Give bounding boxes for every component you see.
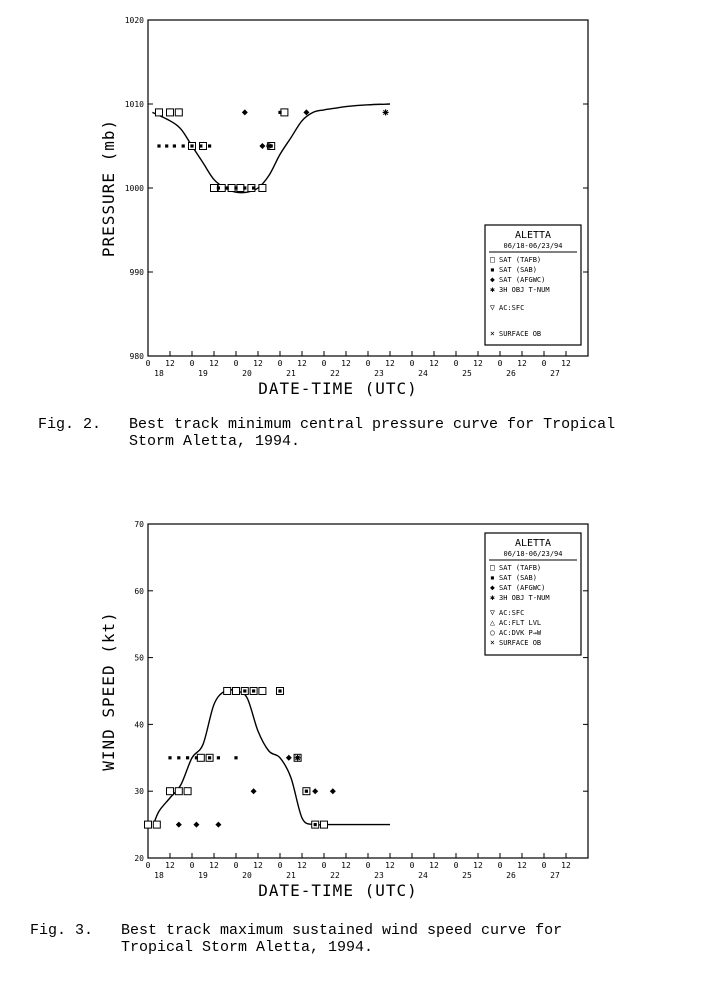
tafb-point bbox=[197, 754, 204, 761]
sab-point bbox=[278, 689, 281, 692]
x-tick-label: 12 bbox=[297, 861, 307, 870]
x-day-label: 19 bbox=[198, 369, 208, 378]
legend-symbol: ▪ bbox=[490, 573, 495, 582]
x-day-label: 22 bbox=[330, 871, 340, 880]
x-tick-label: 12 bbox=[341, 861, 351, 870]
x-tick-label: 0 bbox=[145, 861, 151, 870]
legend-symbol: × bbox=[490, 329, 495, 338]
tafb-point bbox=[153, 821, 160, 828]
sab-point bbox=[217, 186, 220, 189]
y-tick-label: 990 bbox=[129, 268, 144, 277]
legend-entry: 3H OBJ T-NUM bbox=[499, 594, 550, 602]
x-day-label: 18 bbox=[154, 871, 164, 880]
legend-entry: SAT (TAFB) bbox=[499, 564, 542, 572]
x-tick-label: 12 bbox=[253, 861, 263, 870]
tafb-point bbox=[167, 109, 174, 116]
x-tick-label: 12 bbox=[561, 861, 571, 870]
x-tick-label: 0 bbox=[145, 359, 151, 368]
x-tick-label: 12 bbox=[561, 359, 571, 368]
fig2-caption-line1: Best track minimum central pressure curve for Tropical bbox=[129, 416, 616, 433]
fig2-caption-label: Fig. 2. bbox=[38, 416, 102, 433]
x-tick-label: 12 bbox=[429, 359, 439, 368]
legend-entry: SAT (TAFB) bbox=[499, 256, 542, 264]
sab-point bbox=[252, 689, 255, 692]
x-day-label: 21 bbox=[286, 871, 296, 880]
x-tick-label: 0 bbox=[453, 359, 459, 368]
legend-entry: SURFACE OB bbox=[499, 330, 542, 338]
legend-symbol: ✱ bbox=[490, 285, 495, 294]
x-tick-label: 12 bbox=[517, 359, 527, 368]
legend-entry: SURFACE OB bbox=[499, 639, 542, 647]
tafb-point bbox=[233, 688, 240, 695]
x-tick-label: 12 bbox=[473, 359, 483, 368]
legend-title: ALETTA bbox=[514, 538, 552, 549]
x-day-label: 22 bbox=[330, 369, 340, 378]
tafb-point bbox=[224, 688, 231, 695]
x-day-label: 24 bbox=[418, 369, 428, 378]
x-tick-label: 0 bbox=[541, 359, 547, 368]
sab-point bbox=[226, 186, 229, 189]
x-day-label: 24 bbox=[418, 871, 428, 880]
x-day-label: 20 bbox=[242, 369, 252, 378]
tafb-point bbox=[167, 788, 174, 795]
x-tick-label: 0 bbox=[365, 861, 371, 870]
x-tick-label: 0 bbox=[497, 359, 503, 368]
legend-symbol: ▪ bbox=[490, 265, 495, 274]
legend-symbol: ▽ bbox=[490, 608, 495, 617]
afgwc-point bbox=[176, 822, 182, 828]
sab-point bbox=[208, 144, 211, 147]
afgwc-point bbox=[286, 755, 292, 761]
sab-point bbox=[165, 144, 168, 147]
y-axis-title: PRESSURE (mb) bbox=[99, 118, 118, 258]
x-tick-label: 0 bbox=[409, 359, 415, 368]
x-day-label: 26 bbox=[506, 369, 516, 378]
tafb-point bbox=[281, 109, 288, 116]
legend-entry: SAT (AFGWC) bbox=[499, 276, 546, 284]
x-tick-label: 12 bbox=[165, 359, 175, 368]
legend-symbol: ✱ bbox=[490, 593, 495, 602]
sab-point bbox=[234, 756, 237, 759]
x-tick-label: 12 bbox=[429, 861, 439, 870]
legend bbox=[485, 225, 581, 345]
sab-point bbox=[190, 144, 193, 147]
afgwc-point bbox=[259, 143, 265, 149]
y-tick-label: 980 bbox=[129, 352, 144, 361]
legend bbox=[485, 533, 581, 655]
x-tick-label: 12 bbox=[385, 861, 395, 870]
x-tick-label: 0 bbox=[277, 359, 283, 368]
y-tick-label: 20 bbox=[134, 854, 144, 863]
x-tick-label: 0 bbox=[277, 861, 283, 870]
sab-point bbox=[243, 689, 246, 692]
x-day-label: 25 bbox=[462, 369, 472, 378]
legend-symbol: ▽ bbox=[490, 303, 495, 312]
sab-point bbox=[177, 756, 180, 759]
y-tick-label: 50 bbox=[134, 653, 144, 663]
legend-symbol: ◆ bbox=[490, 275, 495, 284]
tafb-point bbox=[237, 185, 244, 192]
y-tick-label: 1020 bbox=[124, 16, 144, 25]
x-tick-label: 0 bbox=[541, 861, 547, 870]
x-day-label: 27 bbox=[550, 871, 560, 880]
legend-symbol: □ bbox=[490, 563, 495, 572]
legend-entry: AC:DVK P→W bbox=[499, 629, 542, 637]
x-tick-label: 0 bbox=[453, 861, 459, 870]
legend-symbol: △ bbox=[490, 618, 495, 627]
fig3-caption-line1: Best track maximum sustained wind speed curve for bbox=[121, 922, 563, 939]
x-tick-label: 12 bbox=[385, 359, 395, 368]
legend-entry: 3H OBJ T-NUM bbox=[499, 286, 550, 294]
legend-entry: AC:SFC bbox=[499, 609, 525, 617]
legend-entry: SAT (AFGWC) bbox=[499, 584, 546, 592]
y-tick-label: 70 bbox=[134, 520, 144, 529]
afgwc-point bbox=[312, 788, 318, 794]
sab-point bbox=[305, 790, 308, 793]
sab-point bbox=[234, 186, 237, 189]
sab-point bbox=[252, 186, 255, 189]
y-tick-label: 1000 bbox=[124, 184, 144, 193]
sab-point bbox=[157, 144, 160, 147]
tafb-point bbox=[259, 185, 266, 192]
legend-symbol: ◆ bbox=[490, 583, 495, 592]
sab-point bbox=[278, 111, 281, 114]
afgwc-point bbox=[193, 822, 199, 828]
fig2-caption bbox=[38, 416, 616, 484]
legend-entry: AC:FLT LVL bbox=[499, 619, 542, 627]
sab-point bbox=[314, 823, 317, 826]
x-day-label: 23 bbox=[374, 871, 384, 880]
y-axis-title: WIND SPEED (kt) bbox=[99, 611, 118, 771]
sab-point bbox=[217, 756, 220, 759]
legend-subtitle: 06/18-06/23/94 bbox=[503, 550, 563, 558]
sab-point bbox=[195, 756, 198, 759]
x-axis-title: DATE-TIME (UTC) bbox=[258, 379, 418, 398]
pressure-chart bbox=[99, 16, 588, 398]
tnum-point bbox=[383, 109, 389, 115]
tafb-point bbox=[259, 688, 266, 695]
sab-point bbox=[199, 144, 202, 147]
x-day-label: 26 bbox=[506, 871, 516, 880]
x-tick-label: 12 bbox=[209, 359, 219, 368]
tafb-point bbox=[175, 109, 182, 116]
x-day-label: 20 bbox=[242, 871, 252, 880]
x-tick-label: 0 bbox=[321, 861, 327, 870]
wind-speed-chart bbox=[99, 520, 588, 900]
x-day-label: 19 bbox=[198, 871, 208, 880]
x-tick-label: 12 bbox=[517, 861, 527, 870]
sab-point bbox=[182, 144, 185, 147]
y-tick-label: 60 bbox=[134, 586, 144, 596]
x-tick-label: 0 bbox=[497, 861, 503, 870]
x-tick-label: 0 bbox=[189, 359, 195, 368]
legend-symbol: × bbox=[490, 638, 495, 647]
sab-point bbox=[243, 186, 246, 189]
x-day-label: 23 bbox=[374, 369, 384, 378]
afgwc-point bbox=[330, 788, 336, 794]
tafb-point bbox=[156, 109, 163, 116]
x-day-label: 21 bbox=[286, 369, 296, 378]
tnum-point bbox=[295, 755, 301, 761]
x-tick-label: 0 bbox=[233, 861, 239, 870]
x-tick-label: 0 bbox=[409, 861, 415, 870]
sab-point bbox=[168, 756, 171, 759]
x-day-label: 27 bbox=[550, 369, 560, 378]
legend-entry: SAT (SAB) bbox=[499, 574, 537, 582]
x-axis-title: DATE-TIME (UTC) bbox=[258, 881, 418, 900]
tafb-point bbox=[175, 788, 182, 795]
x-tick-label: 12 bbox=[209, 861, 219, 870]
x-tick-label: 12 bbox=[341, 359, 351, 368]
fig2-caption-line2: Storm Aletta, 1994. bbox=[129, 433, 301, 450]
legend-entry: AC:SFC bbox=[499, 304, 525, 312]
x-tick-label: 0 bbox=[365, 359, 371, 368]
tnum-point bbox=[266, 143, 272, 149]
tafb-point bbox=[321, 821, 328, 828]
x-tick-label: 12 bbox=[473, 861, 483, 870]
x-tick-label: 12 bbox=[297, 359, 307, 368]
afgwc-point bbox=[251, 788, 257, 794]
fig3-caption bbox=[30, 922, 563, 990]
x-tick-label: 0 bbox=[233, 359, 239, 368]
tafb-point bbox=[145, 821, 152, 828]
afgwc-point bbox=[242, 109, 248, 115]
legend-entry: SAT (SAB) bbox=[499, 266, 537, 274]
sab-point bbox=[173, 144, 176, 147]
legend-symbol: □ bbox=[490, 255, 495, 264]
x-tick-label: 12 bbox=[165, 861, 175, 870]
y-tick-label: 30 bbox=[134, 787, 144, 797]
tafb-point bbox=[211, 185, 218, 192]
afgwc-point bbox=[215, 822, 221, 828]
sab-point bbox=[186, 756, 189, 759]
legend-subtitle: 06/18-06/23/94 bbox=[503, 242, 563, 250]
y-tick-label: 40 bbox=[134, 720, 144, 730]
legend-symbol: ○ bbox=[490, 628, 495, 637]
x-tick-label: 0 bbox=[321, 359, 327, 368]
x-day-label: 25 bbox=[462, 871, 472, 880]
legend-title: ALETTA bbox=[514, 230, 552, 241]
sab-point bbox=[208, 756, 211, 759]
x-day-label: 18 bbox=[154, 369, 164, 378]
fig3-caption-line2: Tropical Storm Aletta, 1994. bbox=[121, 939, 374, 956]
x-tick-label: 0 bbox=[189, 861, 195, 870]
fig3-caption-label: Fig. 3. bbox=[30, 922, 94, 939]
tafb-point bbox=[228, 185, 235, 192]
y-tick-label: 1010 bbox=[124, 100, 144, 109]
x-tick-label: 12 bbox=[253, 359, 263, 368]
tafb-point bbox=[184, 788, 191, 795]
